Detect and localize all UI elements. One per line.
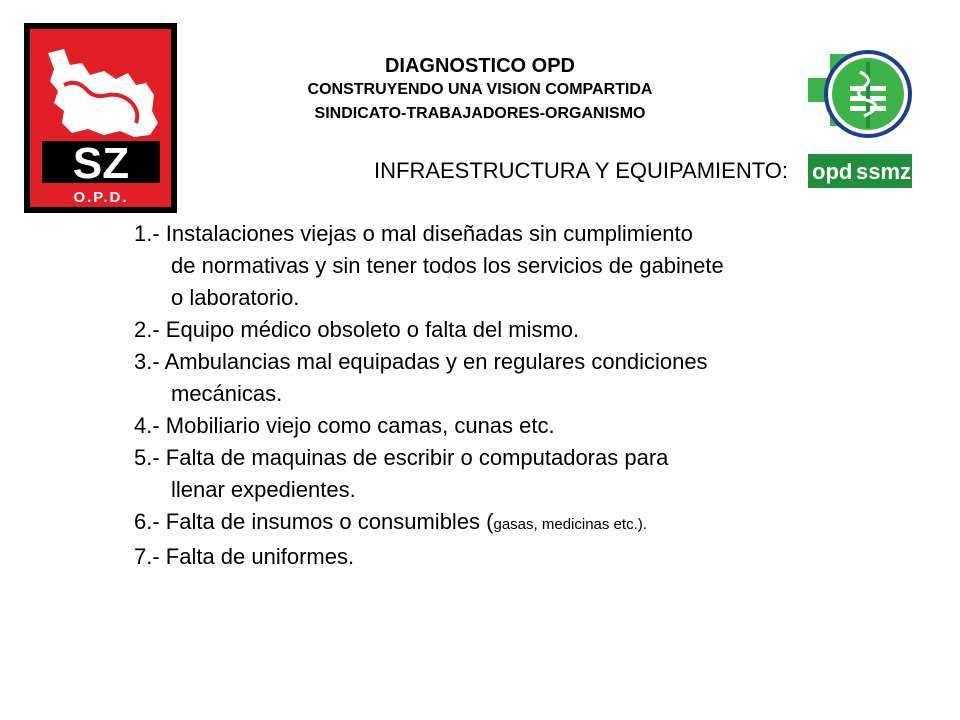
list-item-line: mecánicas. <box>171 381 283 406</box>
list-item-main-text: 6.- Falta de insumos o consumibles ( <box>134 509 494 534</box>
list-item-line: 1.- Instalaciones viejas o mal diseñadas sin cumplimiento <box>134 221 693 246</box>
sz-logo-icon <box>24 23 177 213</box>
list-item <box>134 506 914 541</box>
header-subtitle-1: CONSTRUYENDO UNA VISION COMPARTIDA <box>307 81 653 98</box>
list-item <box>134 314 914 346</box>
opd-logo-text: opd <box>812 159 853 184</box>
list-item-line: o laboratorio. <box>171 285 300 310</box>
list-item <box>134 218 914 314</box>
list-item <box>134 442 914 506</box>
list-item <box>134 541 914 573</box>
header-subtitle-2: SINDICATO-TRABAJADORES-ORGANISMO <box>314 105 646 122</box>
list-item-line: 7.- Falta de uniformes. <box>134 544 355 569</box>
sz-logo-text: SZ <box>72 139 130 188</box>
section-title: INFRAESTRUCTURA Y EQUIPAMIENTO: <box>374 158 788 183</box>
header <box>180 54 780 126</box>
list-item-line: 3.- Ambulancias mal equipadas y en regulares condiciones <box>134 349 708 374</box>
list-item-small-text: gasas, medicinas etc.). <box>493 516 647 533</box>
list-item-line: llenar expedientes. <box>171 477 356 502</box>
list-item-line: 5.- Falta de maquinas de escribir o computadoras para <box>134 445 669 470</box>
list-item <box>134 346 914 410</box>
issue-list <box>134 218 914 573</box>
sz-opd-logo <box>24 23 177 213</box>
list-item-line: 4.- Mobiliario viejo como camas, cunas etc. <box>134 413 555 438</box>
list-item-line: de normativas y sin tener todos los servicios de gabinete <box>171 253 724 278</box>
list-item <box>134 410 914 442</box>
list-item-line <box>134 506 914 541</box>
sz-logo-caption: O.P.D. <box>73 189 129 206</box>
list-item-line: 2.- Equipo médico obsoleto o falta del mismo. <box>134 317 580 342</box>
header-title: DIAGNOSTICO OPD <box>384 55 575 77</box>
ssmz-logo-text: ssmz <box>856 159 912 184</box>
